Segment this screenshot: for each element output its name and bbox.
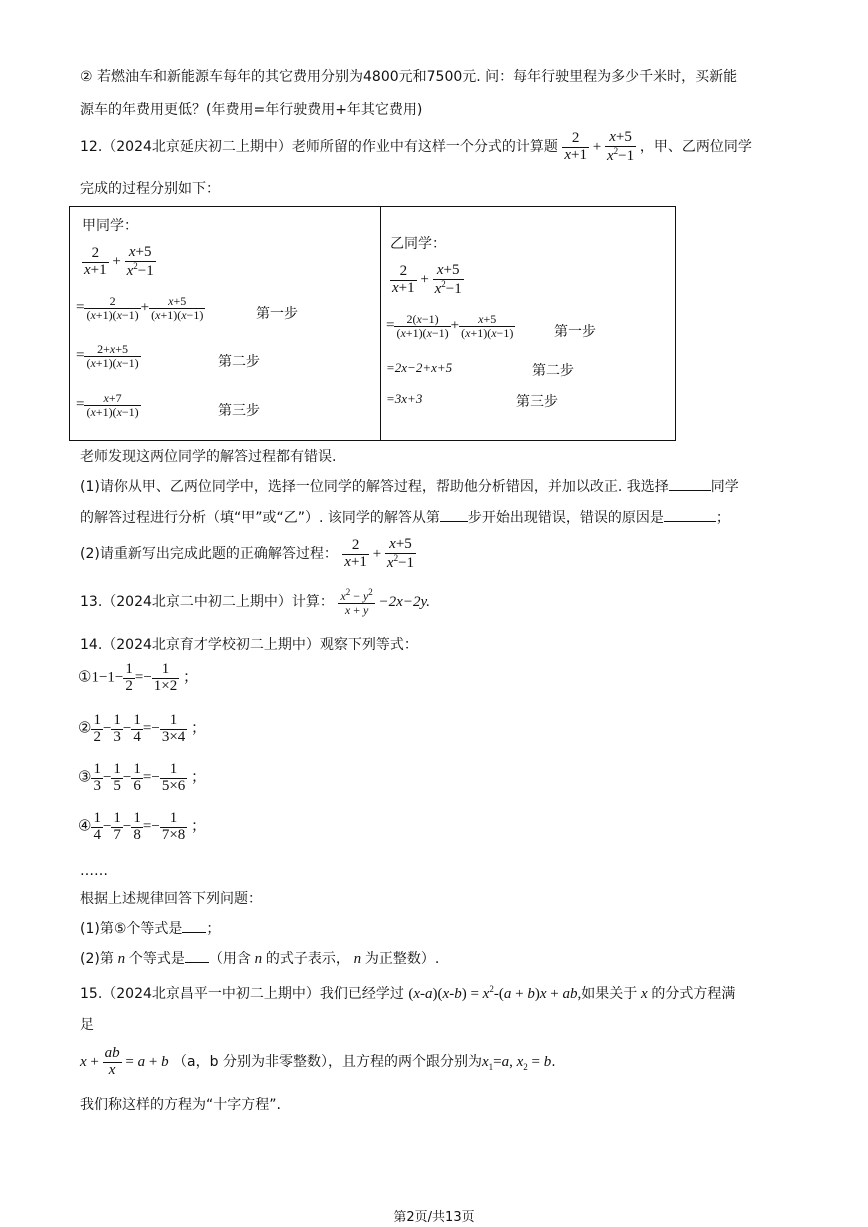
q12-part2-expression: $\frac{2}{x+1}$ + $\frac{x+5}{x^2-1}$ [344, 536, 415, 572]
q15-intro: 15.（2024北京昌平一中初二上期中）我们已经学过 $(x-a)(x-b) = x^2-(a + b)x$ + ab,如果关于 x 的分式方程满 [80, 984, 736, 1002]
q12-intro [80, 129, 752, 165]
q14-part2-text-e: 为正整数）. [364, 951, 440, 967]
table-divider [380, 207, 381, 440]
q14-part1-text-b: ； [206, 921, 221, 937]
yi-title: 乙同学： [390, 236, 446, 252]
jia-line1: = $\frac{2}{(x+1)(x-1)}$ + $\frac{x+5}{(x+1)(x-1)}$ [76, 294, 204, 322]
q12-part1-text-b: 同学 [710, 479, 739, 495]
q14-part1 [80, 918, 220, 938]
q14-eq1: ①1−1− $\frac{1}{2}$ =− $\frac{1}{1\times 2}$ ； [78, 661, 199, 694]
q11-line2: 源车的年费用更低？(年费用=年行驶费用+年其它费用) [80, 102, 423, 118]
jia-title: 甲同学： [82, 218, 138, 234]
q11-line1: ② 若燃油车和新能源车每年的其它费用分别为4800元和7500元. 问：每年行驶里程为多少千米时，买新能 [80, 69, 738, 85]
q12-part1-text-c: 的解答过程进行分析（填“甲”或“乙”）. 该同学的解答从第 [80, 510, 440, 526]
q14-eq3: ③ $\frac{1}{3}$ − $\frac{1}{5}$ − $\frac{1}{6}$ =− $\frac{1}{5\times 6}$ ； [78, 761, 207, 794]
q15-cond-text-b: . [551, 1054, 556, 1070]
q15-text-a: 15.（2024北京昌平一中初二上期中）我们已经学过 [80, 986, 404, 1002]
q14-rule: 根据上述规律回答下列问题： [80, 891, 262, 907]
choice-blank[interactable] [669, 490, 711, 491]
yi-step3: 第三步 [516, 394, 558, 410]
step-blank[interactable] [440, 521, 468, 522]
jia-line0: $\frac{2}{x+1}$ + $\frac{x+5}{x^2-1}$ [84, 244, 154, 279]
q12-intro-text-a: 12.（2024北京延庆初二上期中）老师所留的作业中有这样一个分式的计算题 [80, 139, 558, 155]
teacher-note: 老师发现这两位同学的解答过程都有错误. [80, 449, 337, 465]
q14-intro: 14.（2024北京育才学校初二上期中）观察下列等式： [80, 637, 418, 653]
page-number: 第2页/共13页 [393, 1210, 475, 1225]
yi-step2: 第二步 [532, 363, 574, 379]
q14-part2-text-c: （用含 [208, 951, 251, 967]
q12-part1-line2 [80, 507, 730, 527]
q14-eq3-label: ③ [78, 769, 92, 786]
q14-part2-text-b: 个等式是 [128, 951, 185, 967]
q15-text-c: 的分式方程满 [651, 986, 736, 1002]
q14-part2-text-d: 的式子表示， [265, 951, 350, 967]
q14-eq2-label: ② [78, 720, 92, 737]
q12-part1-text-d: 步开始出现错误，错误的原因是 [467, 510, 664, 526]
q12-part2-text: (2)请重新写出完成此题的正确解答过程： [80, 546, 338, 562]
q13-text-b: −2x−2y. [378, 594, 431, 610]
yi-step1: 第一步 [554, 324, 596, 340]
reason-blank[interactable] [664, 521, 716, 522]
yi-line0: $\frac{2}{x+1}$ + $\frac{x+5}{x^2-1}$ [392, 262, 462, 297]
q14-eq4: ④ $\frac{1}{4}$ − $\frac{1}{7}$ − $\frac{1}{8}$ =− $\frac{1}{7\times 8}$ ； [78, 810, 207, 843]
q12-intro-text-b: ，甲、乙两位同学 [639, 139, 752, 155]
q15-roots: $x_1=a$, $x_2 = b$ [481, 1054, 552, 1072]
yi-line3: =3x+3 [386, 391, 423, 406]
q12-part1-text-e: ； [715, 510, 730, 526]
q13 [80, 584, 430, 620]
q15-intro-line2: 足 [80, 1017, 94, 1033]
q12-part1-line1 [80, 476, 739, 496]
q12-intro-line2: 完成的过程分别如下： [80, 181, 220, 197]
yi-line1: = $\frac{2(x-1)}{(x+1)(x-1)}$ + $\frac{x+5}{(x+1)(x-1)}$ [386, 312, 514, 340]
solutions-table [69, 206, 676, 441]
yi-line2: =2x−2+x+5 [386, 360, 453, 375]
q14-ellipsis: …… [80, 863, 108, 879]
q12-part1-text-a: (1)请你从甲、乙两位同学中，选择一位同学的解答过程，帮助他分析错因，并加以改正. 我选择 [80, 479, 669, 495]
q15-text-b: 如果关于 [581, 986, 638, 1002]
q15-cond-text-a: （a，b 分别为非零整数），且方程的两个跟分别为 [173, 1054, 482, 1070]
q14-part2-blank[interactable] [185, 962, 209, 963]
q14-part2: (2)第 n 个等式是 （用含 n 的式子表示， n 为正整数）. [80, 951, 440, 967]
jia-line2: = $\frac{2+x+5}{(x+1)(x-1)}$ [76, 342, 139, 370]
q14-eq1-label: ① [78, 669, 92, 686]
q14-eq2: ② $\frac{1}{2}$ − $\frac{1}{3}$ − $\frac{1}{4}$ =− $\frac{1}{3\times 4}$ ； [78, 712, 207, 745]
q13-fraction: $\frac{x^2 - y^2}{x + y}$ [340, 587, 373, 618]
q12-expression: $\frac{2}{x+1}$ + $\frac{x+5}{x^2-1}$ [564, 129, 635, 165]
q14-part1-text-a: (1)第⑤个等式是 [80, 921, 183, 937]
q15-condition [80, 1042, 556, 1087]
jia-step1: 第一步 [256, 306, 298, 322]
q14-eq4-label: ④ [78, 818, 92, 835]
jia-line3: = $\frac{x+7}{(x+1)(x-1)}$ [76, 391, 139, 419]
jia-step2: 第二步 [218, 354, 260, 370]
q15-equation: x + $\frac{ab}{x}$ = a + b [80, 1045, 169, 1079]
q15-name: 我们称这样的方程为“十字方程”. [80, 1097, 281, 1113]
jia-step3: 第三步 [218, 403, 260, 419]
q14-part1-blank[interactable] [182, 932, 206, 933]
q13-text-a: 13.（2024北京二中初二上期中）计算： [80, 594, 334, 610]
q15-identity: $(x-a)(x-b) = x^2-(a + b)x$ + ab, [408, 984, 582, 1002]
q14-part2-text-a: (2)第 [80, 951, 114, 967]
q12-part2 [80, 534, 416, 574]
